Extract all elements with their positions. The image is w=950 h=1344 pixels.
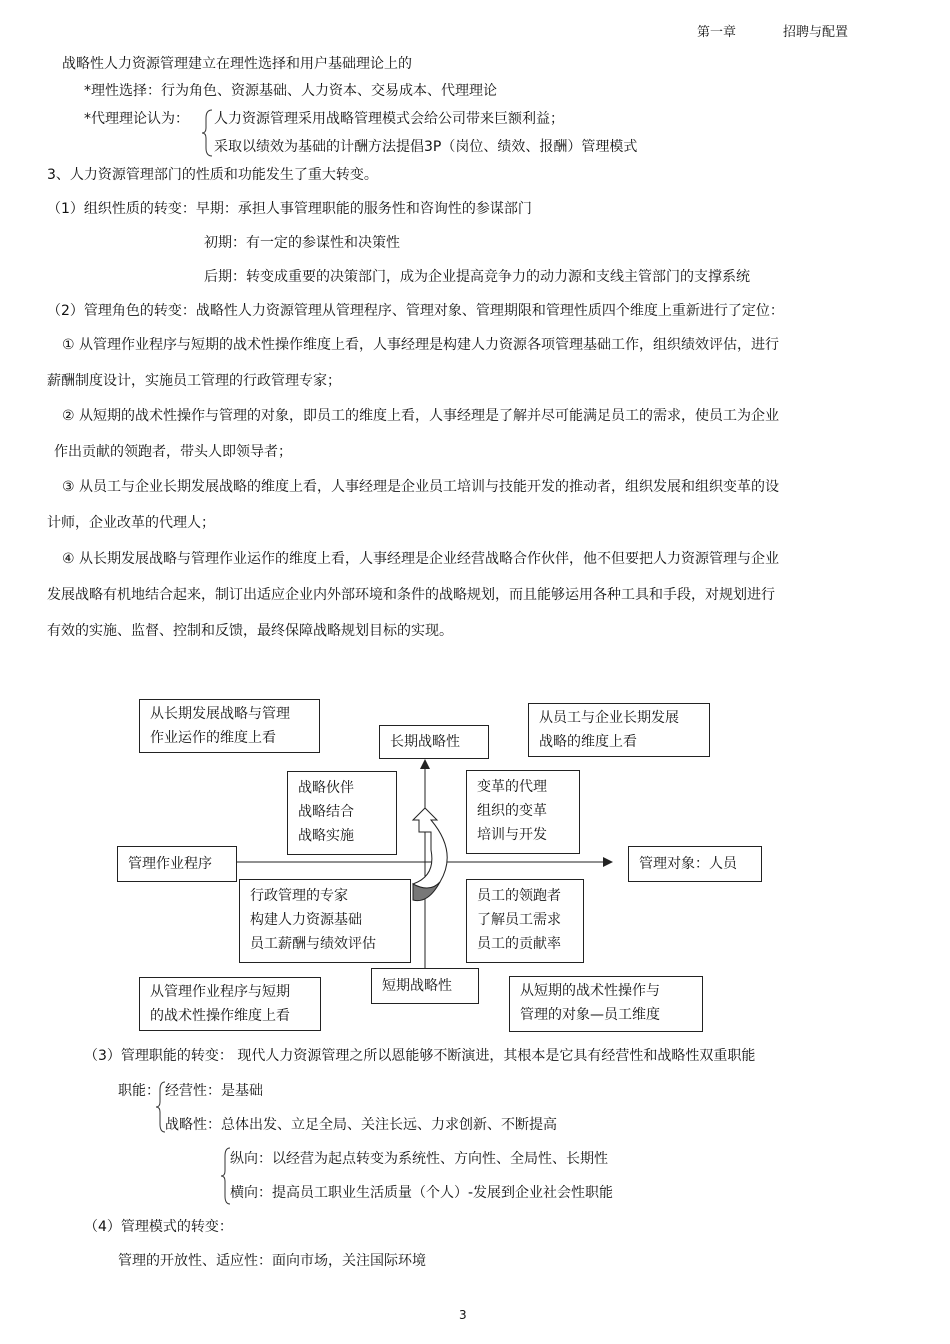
role-point-1a: ① 从管理作业程序与短期的战术性操作维度上看，人事经理是构建人力资源各项管理基础工作，组织绩效评估，进行 xyxy=(62,337,779,353)
box-text: 培训与开发 xyxy=(477,827,547,843)
theory-agency-label: *代理理论认为： xyxy=(84,111,189,127)
box-quadrant-change-agent xyxy=(466,770,580,854)
theory-rational: *理性选择：行为角色、资源基础、人力资本、交易成本、代理理论 xyxy=(84,83,497,99)
role-point-1b: 薪酬制度设计，实施员工管理的行政管理专家； xyxy=(47,373,341,389)
function-change-title: （3）管理职能的转变： 现代人力资源管理之所以恩能够不断演进，其根本是它具有经营性和战略性双重职能 xyxy=(84,1048,756,1064)
label-long-term-strategic xyxy=(379,725,489,759)
box-text: 战略结合 xyxy=(298,804,354,820)
box-text: 战略实施 xyxy=(298,828,354,844)
role-point-3b: 计师，企业改革的代理人； xyxy=(47,515,215,531)
box-text: 管理的对象—员工维度 xyxy=(520,1007,660,1023)
chapter-title: 招聘与配置 xyxy=(783,25,849,40)
function-strategic: 战略性：总体出发、立足全局、关注长远、力求创新、不断提高 xyxy=(165,1117,557,1133)
box-text: 员工的贡献率 xyxy=(477,936,561,952)
theory-intro: 战略性人力资源管理建立在理性选择和用户基础理论上的 xyxy=(62,56,412,72)
theory-agency-2: 采取以绩效为基础的计酬方法提倡3P（岗位、绩效、报酬）管理模式 xyxy=(214,139,638,155)
box-text: 了解员工需求 xyxy=(477,912,561,928)
mode-change-title: （4）管理模式的转变： xyxy=(84,1219,233,1235)
role-point-4b: 发展战略有机地结合起来，制订出适应企业内外部环境和条件的战略规划，而且能够运用各种工具和手段，对规划进行 xyxy=(47,587,775,603)
box-text: 从员工与企业长期发展 xyxy=(539,710,679,726)
role-point-4a: ④ 从长期发展战略与管理作业运作的维度上看，人事经理是企业经营战略合作伙伴，他不但要把人力资源管理与企业 xyxy=(62,551,779,567)
box-text: 短期战略性 xyxy=(382,978,452,994)
org-change-early: （1）组织性质的转变：早期：承担人事管理职能的服务性和咨询性的参谋部门 xyxy=(47,201,532,217)
role-point-4c: 有效的实施、监督、控制和反馈，最终保障战略规划目标的实现。 xyxy=(47,623,453,639)
role-change-title: （2）管理角色的转变：战略性人力资源管理从管理程序、管理对象、管理期限和管理性质四个维度上重新进行了定位： xyxy=(47,303,784,319)
org-change-later: 后期：转变成重要的决策部门，成为企业提高竞争力的动力源和支线主管部门的支撑系统 xyxy=(204,269,750,285)
box-text: 从长期发展战略与管理 xyxy=(150,706,290,722)
mode-change-line: 管理的开放性、适应性：面向市场，关注国际环境 xyxy=(118,1253,426,1269)
role-point-2b: 作出贡献的领跑者，带头人即领导者； xyxy=(54,444,292,460)
box-text: 员工薪酬与绩效评估 xyxy=(250,936,376,952)
label-short-term-strategic xyxy=(371,968,479,1004)
box-quadrant-employee-leader xyxy=(466,879,584,963)
box-text: 从短期的战术性操作与 xyxy=(520,983,660,999)
function-horizontal: 横向：提高员工职业生活质量（个人）-发展到企业社会性职能 xyxy=(230,1185,614,1201)
theory-agency-1: 人力资源管理采用战略管理模式会给公司带来巨额利益； xyxy=(214,111,564,127)
role-point-2a: ② 从短期的战术性操作与管理的对象，即员工的维度上看，人事经理是了解并尽可能满足员工的需求，使员工为企业 xyxy=(62,408,779,424)
box-quadrant-admin-expert xyxy=(239,879,411,963)
box-text: 员工的领跑者 xyxy=(477,888,561,904)
chapter-label: 第一章 xyxy=(697,25,737,40)
function-vertical: 纵向：以经营为起点转变为系统性、方向性、全局性、长期性 xyxy=(230,1151,608,1167)
box-short-term-object xyxy=(509,976,703,1032)
box-text: 构建人力资源基础 xyxy=(250,912,362,928)
box-long-term-workflow xyxy=(139,699,320,753)
box-employee-long-term xyxy=(528,703,710,757)
box-text: 的战术性操作维度上看 xyxy=(150,1008,290,1024)
box-text: 作业运作的维度上看 xyxy=(150,730,276,746)
function-label: 职能： xyxy=(118,1083,160,1099)
box-text: 管理对象：人员 xyxy=(639,856,737,872)
role-point-3a: ③ 从员工与企业长期发展战略的维度上看，人事经理是企业员工培训与技能开发的推动者，组织发展和组织变革的设 xyxy=(62,479,779,495)
box-workflow-short-term xyxy=(139,977,321,1031)
box-text: 战略的维度上看 xyxy=(539,734,637,750)
section3-title: 3、人力资源管理部门的性质和功能发生了重大转变。 xyxy=(47,167,378,183)
label-workflow xyxy=(117,846,237,882)
box-text: 行政管理的专家 xyxy=(250,888,348,904)
box-text: 长期战略性 xyxy=(390,734,460,750)
label-management-object xyxy=(628,846,762,882)
box-text: 组织的变革 xyxy=(477,803,547,819)
page-number: 3 xyxy=(459,1308,467,1322)
box-text: 从管理作业程序与短期 xyxy=(150,984,290,1000)
box-text: 变革的代理 xyxy=(477,779,547,795)
function-operational: 经营性：是基础 xyxy=(165,1083,263,1099)
org-change-initial: 初期：有一定的参谋性和决策性 xyxy=(204,235,400,251)
box-quadrant-strategic-partner xyxy=(287,771,397,855)
box-text: 战略伙伴 xyxy=(298,780,354,796)
box-text: 管理作业程序 xyxy=(128,856,212,872)
